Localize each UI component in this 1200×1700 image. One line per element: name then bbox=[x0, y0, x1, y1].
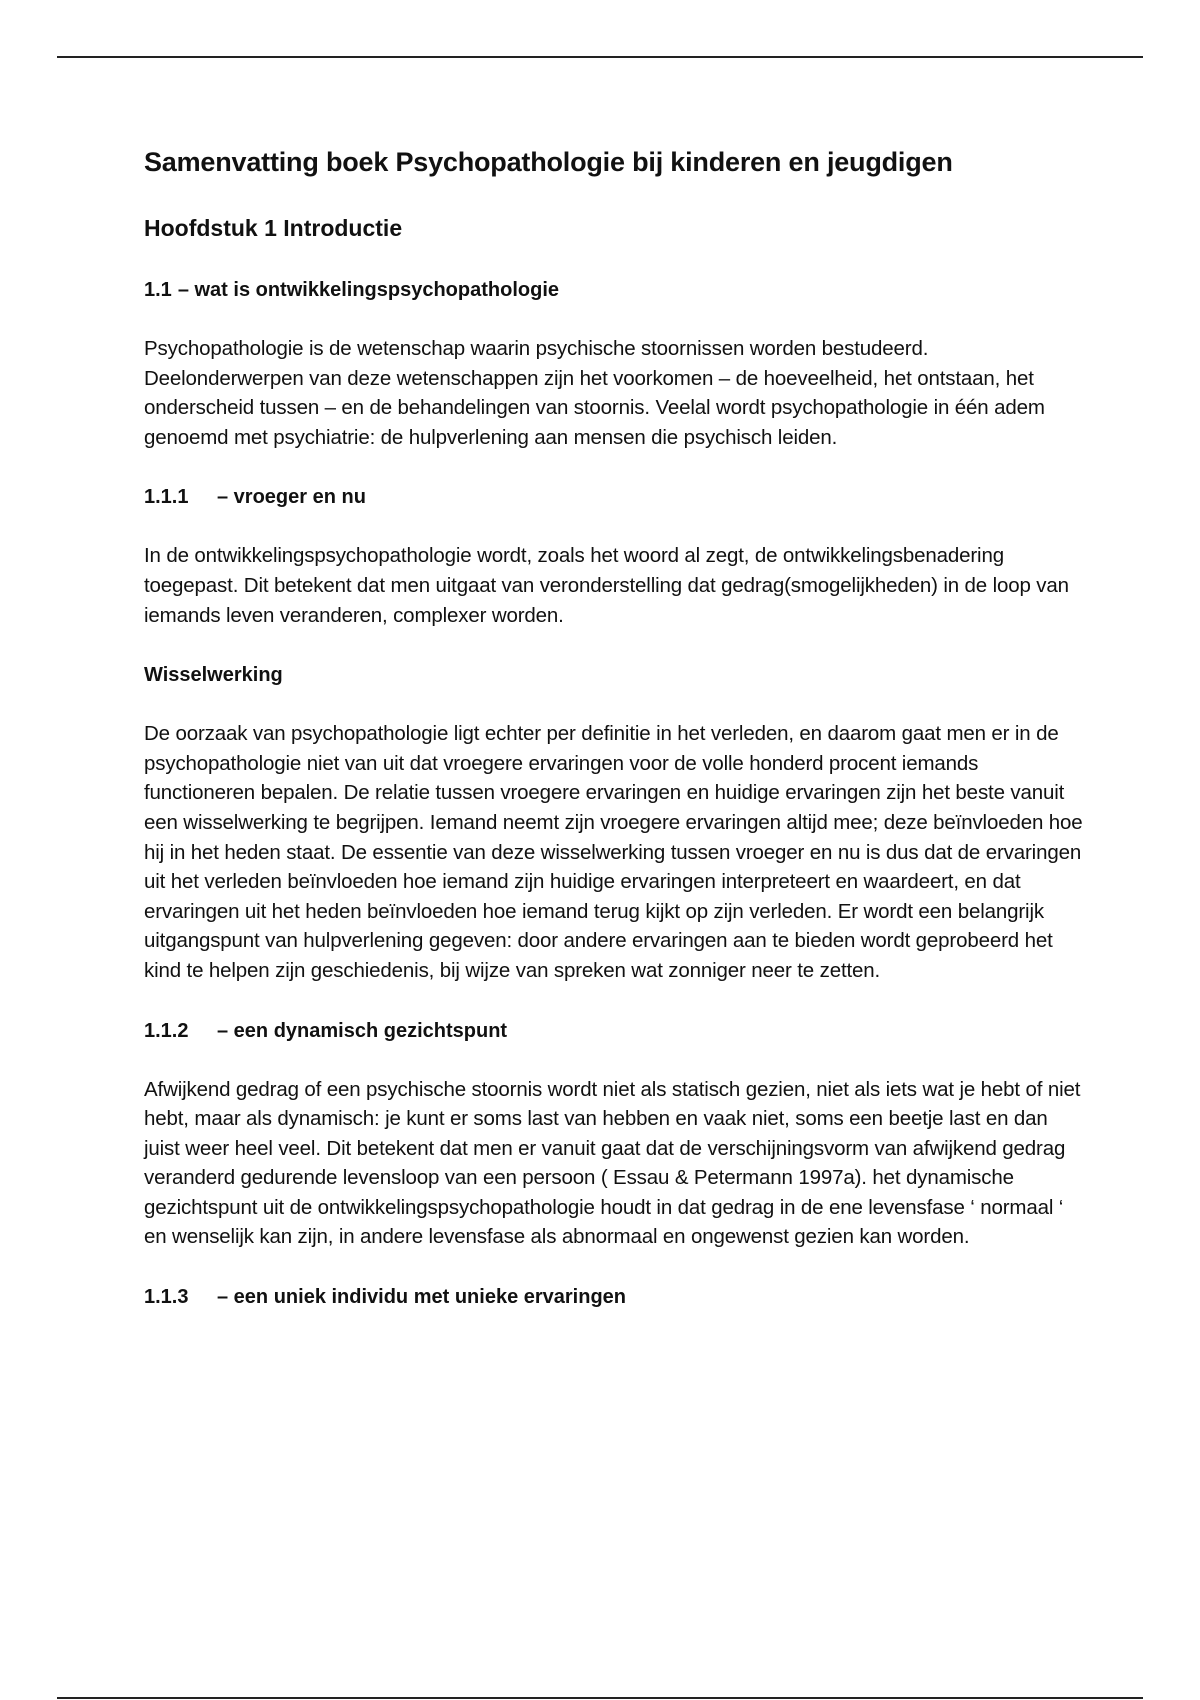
section-title: – wat is ontwikkelingspsychopathologie bbox=[177, 279, 559, 301]
chapter-title: Hoofdstuk 1 Introductie bbox=[144, 215, 403, 241]
section-heading-wisselwerking bbox=[144, 660, 1084, 690]
section-title: – vroeger en nu bbox=[217, 486, 366, 509]
section-number: 1.1.3 bbox=[144, 1286, 189, 1309]
document-body bbox=[144, 140, 1084, 1312]
section-title: Wisselwerking bbox=[144, 664, 283, 687]
paragraph: In de ontwikkelingspsychopathologie wordt, zoals het woord al zegt, de ontwikkelingsbenadering toegepast. Dit betekent dat men uitgaat van veronderstelling dat gedrag(smogelijkheden) in de loop van iemands leven veranderen, complexer worden. bbox=[144, 544, 1069, 627]
section-heading-1-1-3 bbox=[144, 1282, 1084, 1312]
section-title: – een uniek individu met unieke ervaringen bbox=[217, 1286, 627, 1309]
paragraph: Psychopathologie is de wetenschap waarin psychische stoornissen worden bestudeerd. Deelonderwerpen van deze wetenschappen zijn het voorkomen – de hoeveelheid, het ontstaan, het onderscheid tussen – en de behandelingen van stoornis. Veelal wordt psychopathologie in één adem genoemd met psychiatrie: de hulpverlening aan mensen die psychisch leiden. bbox=[144, 337, 1045, 449]
paragraph: Afwijkend gedrag of een psychische stoornis wordt niet als statisch gezien, niet als iets wat je hebt of niet hebt, maar als dynamisch: je kunt er soms last van hebben en vaak niet, soms een beetje last en dan juist weer heel veel. Dit betekent dat men er vanuit gaat dat de verschijningsvorm van afwijkend gedrag veranderd gedurende levensloop van een persoon ( Essau & Petermann 1997a). het dynamische gezichtspunt uit de ontwikkelingspsychopathologie houdt in dat gedrag in de ene levensfase ‘ normaal ‘ en wenselijk kan zijn, in andere levensfase als abnormaal en ongewenst gezien kan worden. bbox=[144, 1077, 1081, 1249]
header-rule bbox=[57, 56, 1143, 58]
document-title: Samenvatting boek Psychopathologie bij kinderen en jeugdigen bbox=[144, 147, 953, 177]
section-heading-1-1 bbox=[144, 275, 1084, 305]
section-number: 1.1.1 bbox=[144, 486, 189, 509]
section-title: – een dynamisch gezichtspunt bbox=[217, 1019, 508, 1042]
section-number: 1.1.2 bbox=[144, 1019, 189, 1042]
paragraph: De oorzaak van psychopathologie ligt echter per definitie in het verleden, en daarom gaat men er in de psychopathologie niet van uit dat vroegere ervaringen voor de volle honderd procent iemands functioneren bepalen. De relatie tussen vroegere ervaringen en huidige ervaringen zijn het beste vanuit een wisselwerking te begrijpen. Iemand neemt zijn vroegere ervaringen altijd mee; deze beïnvloeden hoe hij in het heden staat. De essentie van deze wisselwerking tussen vroeger en nu is dus dat de ervaringen uit het verleden beïnvloeden hoe iemand zijn huidige ervaringen interpreteert en waardeert, en dat ervaringen uit het heden beïnvloeden hoe iemand terug kijkt op zijn verleden. Er wordt een belangrijk uitgangspunt van hulpverlening gegeven: door andere ervaringen aan te bieden wordt geprobeerd het kind te helpen zijn geschiedenis, bij wijze van spreken wat zonniger neer te zetten. bbox=[144, 722, 1083, 982]
footer-rule bbox=[57, 1697, 1143, 1699]
section-heading-1-1-1 bbox=[144, 482, 1084, 512]
section-heading-1-1-2 bbox=[144, 1016, 1084, 1046]
section-number: 1.1 bbox=[144, 279, 172, 301]
